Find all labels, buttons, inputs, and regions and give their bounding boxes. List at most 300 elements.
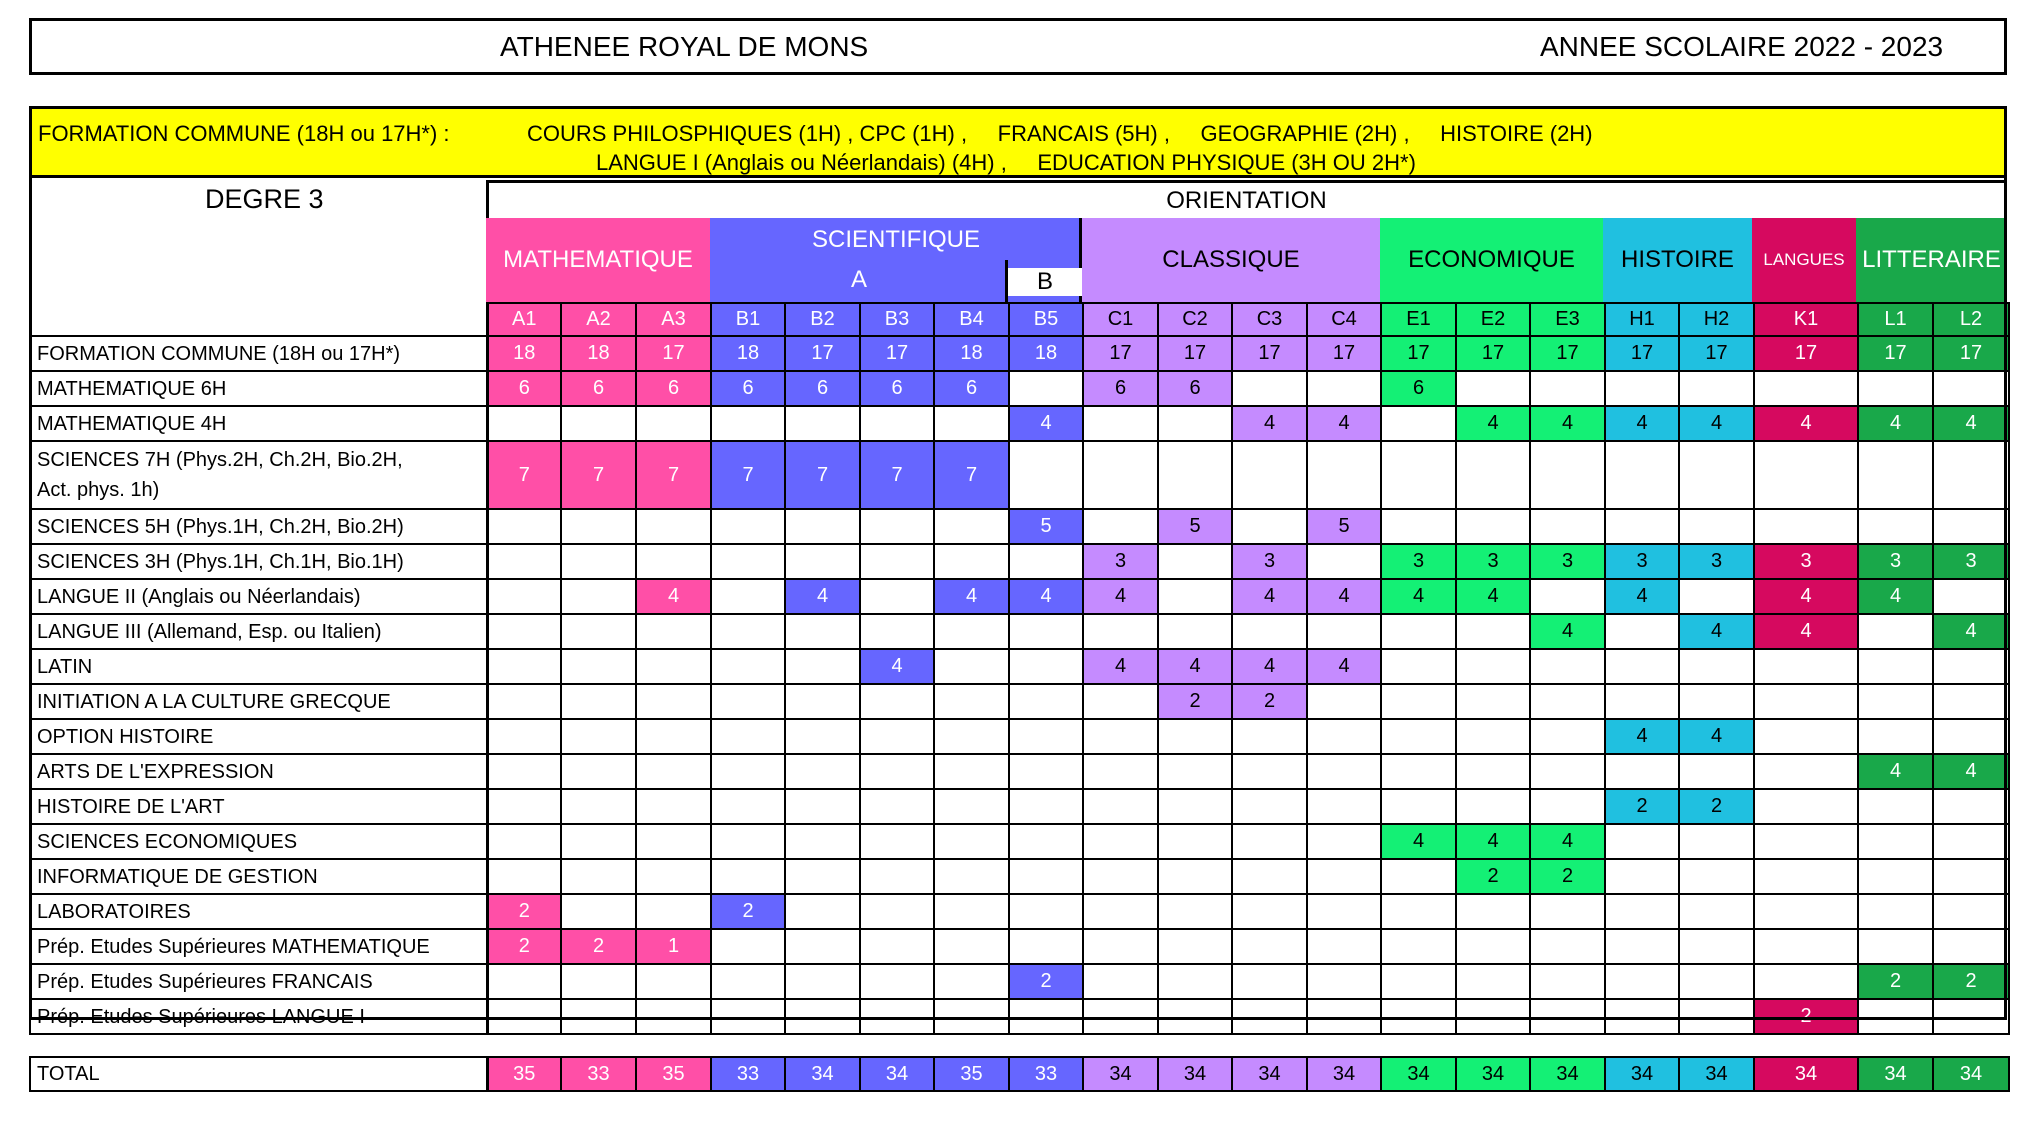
hours-cell xyxy=(636,824,711,859)
hours-cell xyxy=(1232,894,1307,929)
hours-cell xyxy=(1933,684,2009,719)
hours-cell: 17 xyxy=(1381,336,1456,371)
hours-cell xyxy=(561,824,636,859)
row-label-text: LATIN xyxy=(37,655,93,678)
hours-cell xyxy=(1456,999,1530,1034)
hours-cell: 4 xyxy=(1679,614,1754,649)
hours-cell xyxy=(1307,441,1381,509)
hours-cell xyxy=(1679,684,1754,719)
hours-cell xyxy=(1232,509,1307,544)
column-code-k1: K1 xyxy=(1754,303,1858,336)
hours-cell xyxy=(636,544,711,579)
hours-cell xyxy=(1933,894,2009,929)
hours-cell xyxy=(1158,789,1232,824)
hours-cell xyxy=(860,509,934,544)
row-label-text: SCIENCES 3H (Phys.1H, Ch.1H, Bio.1H) xyxy=(37,550,404,573)
group-classique xyxy=(1082,218,1380,302)
hours-cell xyxy=(934,719,1009,754)
table-row xyxy=(30,824,2009,859)
column-code-c2: C2 xyxy=(1158,303,1232,336)
orientation-header xyxy=(486,180,2007,218)
hours-cell xyxy=(1679,999,1754,1034)
hours-cell xyxy=(1307,964,1381,999)
group-classique-label: CLASSIQUE xyxy=(1162,246,1300,273)
hours-cell xyxy=(1232,789,1307,824)
hours-cell xyxy=(785,929,860,964)
hours-cell xyxy=(785,719,860,754)
hours-cell xyxy=(785,684,860,719)
hours-cell xyxy=(1754,789,1858,824)
hours-cell xyxy=(860,859,934,894)
hours-cell xyxy=(1933,929,2009,964)
hours-cell: 17 xyxy=(785,336,860,371)
hours-cell xyxy=(1158,859,1232,894)
hours-cell xyxy=(1381,509,1456,544)
hours-cell xyxy=(487,754,561,789)
hours-cell xyxy=(1679,964,1754,999)
hours-cell: 4 xyxy=(1232,649,1307,684)
hours-cell xyxy=(1933,649,2009,684)
hours-cell xyxy=(860,719,934,754)
group-scientifique-label: SCIENTIFIQUE xyxy=(811,226,980,253)
total-cell: 34 xyxy=(1232,1057,1307,1091)
hours-cell xyxy=(1754,649,1858,684)
hours-cell xyxy=(934,789,1009,824)
hours-cell xyxy=(1232,929,1307,964)
hours-cell xyxy=(1933,509,2009,544)
hours-cell: 4 xyxy=(1083,649,1158,684)
total-cell: 34 xyxy=(1530,1057,1605,1091)
hours-cell xyxy=(1858,859,1933,894)
hours-cell xyxy=(1083,406,1158,441)
group-litteraire xyxy=(1856,218,2007,302)
hours-cell: 2 xyxy=(1679,789,1754,824)
hours-cell xyxy=(561,894,636,929)
hours-cell xyxy=(1232,754,1307,789)
hours-cell xyxy=(1605,509,1679,544)
hours-cell xyxy=(934,929,1009,964)
hours-cell xyxy=(1605,754,1679,789)
hours-cell xyxy=(1158,894,1232,929)
group-histoire-label: HISTOIRE xyxy=(1621,246,1734,273)
hours-cell: 4 xyxy=(1933,754,2009,789)
hours-cell: 3 xyxy=(1530,544,1605,579)
table-row xyxy=(30,649,2009,684)
hours-cell: 4 xyxy=(1009,406,1083,441)
hours-cell xyxy=(1009,371,1083,406)
hours-cell: 17 xyxy=(1158,336,1232,371)
table-row xyxy=(30,929,2009,964)
group-histoire xyxy=(1603,218,1752,302)
hours-cell xyxy=(785,894,860,929)
hours-cell xyxy=(711,684,785,719)
hours-cell xyxy=(1858,824,1933,859)
hours-cell xyxy=(1456,684,1530,719)
hours-cell xyxy=(1158,544,1232,579)
hours-cell xyxy=(1933,789,2009,824)
hours-cell xyxy=(1456,719,1530,754)
hours-cell xyxy=(1307,824,1381,859)
hours-cell xyxy=(1754,441,1858,509)
hours-cell: 4 xyxy=(1754,406,1858,441)
column-code-b1: B1 xyxy=(711,303,785,336)
total-cell: 34 xyxy=(1605,1057,1679,1091)
hours-cell xyxy=(785,824,860,859)
hours-cell xyxy=(1232,719,1307,754)
formation-label: FORMATION COMMUNE (18H ou 17H*) : xyxy=(38,121,450,146)
group-langues xyxy=(1752,218,1856,302)
hours-cell xyxy=(785,789,860,824)
hours-cell xyxy=(1754,964,1858,999)
hours-cell xyxy=(1381,789,1456,824)
hours-cell: 4 xyxy=(1456,406,1530,441)
hours-cell xyxy=(1456,789,1530,824)
hours-cell xyxy=(711,929,785,964)
hours-cell xyxy=(1679,754,1754,789)
hours-cell xyxy=(711,754,785,789)
hours-cell xyxy=(1933,371,2009,406)
hours-cell: 4 xyxy=(1754,579,1858,614)
hours-cell xyxy=(860,754,934,789)
course-table xyxy=(29,302,2010,1035)
hours-cell xyxy=(1858,684,1933,719)
row-label xyxy=(30,754,487,789)
hours-cell: 4 xyxy=(1679,406,1754,441)
total-cell: 35 xyxy=(934,1057,1009,1091)
hours-cell: 2 xyxy=(1605,789,1679,824)
hours-cell xyxy=(934,544,1009,579)
hours-cell: 7 xyxy=(487,441,561,509)
total-cell: 35 xyxy=(487,1057,561,1091)
hours-cell xyxy=(860,929,934,964)
hours-cell xyxy=(1858,614,1933,649)
hours-cell: 2 xyxy=(1933,964,2009,999)
hours-cell xyxy=(561,544,636,579)
hours-cell xyxy=(1754,894,1858,929)
column-code-e2: E2 xyxy=(1456,303,1530,336)
group-litteraire-label: LITTERAIRE xyxy=(1862,246,2001,273)
table-row xyxy=(30,719,2009,754)
row-label xyxy=(30,544,487,579)
hours-cell xyxy=(934,964,1009,999)
hours-cell xyxy=(1307,371,1381,406)
row-label xyxy=(30,441,487,509)
hours-cell: 7 xyxy=(711,441,785,509)
hours-cell: 5 xyxy=(1158,509,1232,544)
hours-cell: 4 xyxy=(1679,719,1754,754)
hours-cell xyxy=(1530,509,1605,544)
table-row xyxy=(30,579,2009,614)
row-label xyxy=(30,859,487,894)
hours-cell: 4 xyxy=(1456,824,1530,859)
total-cell: 33 xyxy=(711,1057,785,1091)
hours-cell xyxy=(1232,441,1307,509)
hours-cell xyxy=(487,544,561,579)
hours-cell xyxy=(487,684,561,719)
hours-cell xyxy=(636,719,711,754)
hours-cell xyxy=(1009,754,1083,789)
hours-cell xyxy=(1381,649,1456,684)
hours-cell xyxy=(1858,929,1933,964)
hours-cell: 4 xyxy=(1083,579,1158,614)
hours-cell: 17 xyxy=(1679,336,1754,371)
row-label-text-2: Act. phys. 1h) xyxy=(37,479,160,501)
table-row xyxy=(30,406,2009,441)
hours-cell xyxy=(1307,684,1381,719)
orientation-label: ORIENTATION xyxy=(1166,187,1327,214)
table-row xyxy=(30,614,2009,649)
hours-cell: 3 xyxy=(1456,544,1530,579)
hours-cell: 4 xyxy=(636,579,711,614)
hours-cell: 6 xyxy=(1083,371,1158,406)
hours-cell xyxy=(487,719,561,754)
total-label: TOTAL xyxy=(30,1057,487,1091)
hours-cell: 3 xyxy=(1858,544,1933,579)
hours-cell xyxy=(1679,824,1754,859)
total-cell: 34 xyxy=(1158,1057,1232,1091)
hours-cell xyxy=(636,509,711,544)
formation-commune-banner xyxy=(29,106,2007,178)
row-label-text: LANGUE III (Allemand, Esp. ou Italien) xyxy=(37,620,382,643)
hours-cell: 4 xyxy=(1009,579,1083,614)
hours-cell xyxy=(1933,579,2009,614)
hours-cell xyxy=(561,649,636,684)
hours-cell xyxy=(636,684,711,719)
hours-cell xyxy=(561,999,636,1034)
table-row xyxy=(30,894,2009,929)
hours-cell: 7 xyxy=(636,441,711,509)
hours-cell xyxy=(1605,684,1679,719)
hours-cell: 4 xyxy=(1858,406,1933,441)
hours-cell xyxy=(1083,824,1158,859)
hours-cell xyxy=(711,999,785,1034)
hours-cell xyxy=(1083,999,1158,1034)
column-code-e3: E3 xyxy=(1530,303,1605,336)
hours-cell: 6 xyxy=(785,371,860,406)
row-label xyxy=(30,789,487,824)
hours-cell xyxy=(1009,441,1083,509)
hours-cell xyxy=(1933,719,2009,754)
hours-cell xyxy=(561,964,636,999)
hours-cell: 4 xyxy=(1307,579,1381,614)
hours-cell xyxy=(636,859,711,894)
hours-cell xyxy=(1530,999,1605,1034)
hours-cell: 2 xyxy=(1754,999,1858,1034)
column-code-b2: B2 xyxy=(785,303,860,336)
hours-cell xyxy=(487,789,561,824)
hours-cell xyxy=(934,614,1009,649)
table-row xyxy=(30,684,2009,719)
hours-cell xyxy=(1158,964,1232,999)
row-label xyxy=(30,509,487,544)
hours-cell xyxy=(1158,406,1232,441)
table-row xyxy=(30,544,2009,579)
hours-cell xyxy=(1754,824,1858,859)
hours-cell xyxy=(636,894,711,929)
hours-cell xyxy=(487,999,561,1034)
hours-cell xyxy=(1530,649,1605,684)
hours-cell xyxy=(1009,894,1083,929)
hours-cell xyxy=(1456,371,1530,406)
hours-cell xyxy=(1009,684,1083,719)
group-langues-label: LANGUES xyxy=(1763,250,1845,269)
hours-cell: 17 xyxy=(1232,336,1307,371)
hours-cell xyxy=(711,544,785,579)
row-label xyxy=(30,406,487,441)
hours-cell: 1 xyxy=(636,929,711,964)
hours-cell xyxy=(1530,754,1605,789)
hours-cell xyxy=(1858,789,1933,824)
column-code-c4: C4 xyxy=(1307,303,1381,336)
hours-cell: 4 xyxy=(1530,406,1605,441)
hours-cell: 17 xyxy=(1754,336,1858,371)
hours-cell xyxy=(1858,441,1933,509)
column-code-e1: E1 xyxy=(1381,303,1456,336)
hours-cell xyxy=(1754,684,1858,719)
hours-cell xyxy=(1083,754,1158,789)
hours-cell xyxy=(1083,964,1158,999)
hours-cell xyxy=(1858,719,1933,754)
hours-cell xyxy=(1158,614,1232,649)
hours-cell xyxy=(1083,684,1158,719)
hours-cell: 2 xyxy=(1158,684,1232,719)
hours-cell: 2 xyxy=(561,929,636,964)
hours-cell xyxy=(934,406,1009,441)
hours-cell xyxy=(860,579,934,614)
hours-cell xyxy=(1858,894,1933,929)
hours-cell: 4 xyxy=(1530,824,1605,859)
hours-cell xyxy=(1158,754,1232,789)
hours-cell: 2 xyxy=(1456,859,1530,894)
hours-cell xyxy=(934,649,1009,684)
total-cell: 34 xyxy=(1754,1057,1858,1091)
title-bar xyxy=(29,18,2007,75)
hours-cell xyxy=(1754,859,1858,894)
hours-cell: 7 xyxy=(860,441,934,509)
hours-cell: 4 xyxy=(1605,406,1679,441)
hours-cell: 4 xyxy=(1232,579,1307,614)
hours-cell: 7 xyxy=(934,441,1009,509)
row-label xyxy=(30,371,487,406)
hours-cell xyxy=(785,999,860,1034)
hours-cell: 4 xyxy=(1381,579,1456,614)
formation-line-1: COURS PHILOSPHIQUES (1H) , CPC (1H) , FRANCAIS (5H) , GEOGRAPHIE (2H) , HISTOIRE (2H) xyxy=(527,121,1593,146)
total-cell: 34 xyxy=(1858,1057,1933,1091)
hours-cell: 3 xyxy=(1232,544,1307,579)
hours-cell: 2 xyxy=(1858,964,1933,999)
column-code-a3: A3 xyxy=(636,303,711,336)
hours-cell xyxy=(785,964,860,999)
hours-cell: 3 xyxy=(1933,544,2009,579)
group-economique xyxy=(1380,218,1603,302)
hours-cell xyxy=(1679,929,1754,964)
hours-cell xyxy=(1381,964,1456,999)
hours-cell: 18 xyxy=(711,336,785,371)
hours-cell xyxy=(1858,999,1933,1034)
hours-cell xyxy=(1605,964,1679,999)
hours-cell xyxy=(1009,929,1083,964)
hours-cell xyxy=(1158,579,1232,614)
table-row xyxy=(30,371,2009,406)
hours-cell xyxy=(1754,371,1858,406)
hours-cell xyxy=(1381,859,1456,894)
hours-cell xyxy=(1381,894,1456,929)
hours-cell: 4 xyxy=(1307,649,1381,684)
hours-cell xyxy=(1381,999,1456,1034)
hours-cell xyxy=(785,859,860,894)
total-cell: 33 xyxy=(561,1057,636,1091)
hours-cell xyxy=(1605,894,1679,929)
hours-cell xyxy=(487,964,561,999)
hours-cell xyxy=(1530,929,1605,964)
hours-cell: 4 xyxy=(1381,824,1456,859)
hours-cell xyxy=(487,614,561,649)
school-name: ATHENEE ROYAL DE MONS xyxy=(500,31,869,62)
hours-cell: 3 xyxy=(1605,544,1679,579)
table-row xyxy=(30,509,2009,544)
hours-cell xyxy=(1083,894,1158,929)
row-label xyxy=(30,579,487,614)
hours-cell xyxy=(561,789,636,824)
hours-cell: 17 xyxy=(1083,336,1158,371)
table-row xyxy=(30,789,2009,824)
hours-cell xyxy=(1083,789,1158,824)
hours-cell xyxy=(636,789,711,824)
column-code-a2: A2 xyxy=(561,303,636,336)
row-label-text: MATHEMATIQUE 4H xyxy=(37,412,227,435)
hours-cell xyxy=(860,964,934,999)
row-label xyxy=(30,719,487,754)
hours-cell: 17 xyxy=(860,336,934,371)
hours-cell xyxy=(1605,614,1679,649)
hours-cell: 4 xyxy=(1456,579,1530,614)
hours-cell xyxy=(1679,859,1754,894)
hours-cell xyxy=(1307,544,1381,579)
hours-cell: 7 xyxy=(561,441,636,509)
hours-cell xyxy=(1009,649,1083,684)
table-row xyxy=(30,336,2009,371)
hours-cell: 18 xyxy=(561,336,636,371)
hours-cell xyxy=(1456,894,1530,929)
row-label xyxy=(30,336,487,371)
hours-cell: 3 xyxy=(1679,544,1754,579)
row-label xyxy=(30,999,487,1034)
hours-cell xyxy=(1232,371,1307,406)
hours-cell: 4 xyxy=(1933,614,2009,649)
table-row xyxy=(30,754,2009,789)
hours-cell xyxy=(1158,929,1232,964)
hours-cell xyxy=(1307,929,1381,964)
hours-cell xyxy=(785,649,860,684)
hours-cell: 2 xyxy=(1009,964,1083,999)
hours-cell xyxy=(711,579,785,614)
hours-cell xyxy=(1530,719,1605,754)
column-code-h2: H2 xyxy=(1679,303,1754,336)
column-code-c1: C1 xyxy=(1083,303,1158,336)
total-cell: 34 xyxy=(785,1057,860,1091)
hours-cell xyxy=(1754,509,1858,544)
hours-cell xyxy=(1158,441,1232,509)
hours-cell xyxy=(934,754,1009,789)
hours-cell xyxy=(487,509,561,544)
table-row xyxy=(30,999,2009,1034)
hours-cell xyxy=(1232,859,1307,894)
column-code-b3: B3 xyxy=(860,303,934,336)
hours-cell xyxy=(561,859,636,894)
hours-cell xyxy=(1605,371,1679,406)
hours-cell: 4 xyxy=(1754,614,1858,649)
hours-cell xyxy=(487,859,561,894)
